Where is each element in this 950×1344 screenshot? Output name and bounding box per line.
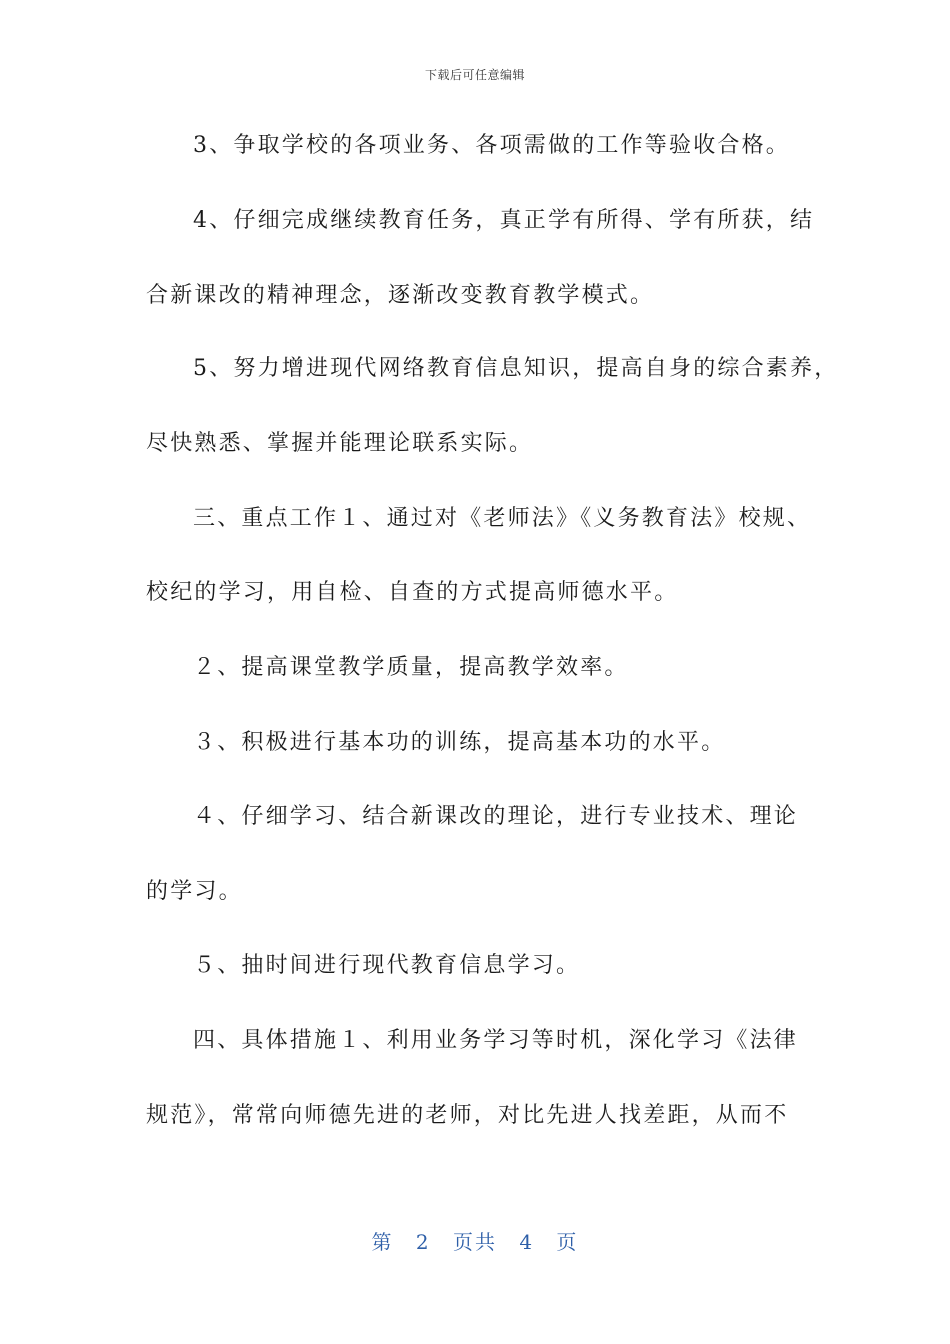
body-line: 四、具体措施１、利用业务学习等时机，深化学习《法律 (193, 1028, 799, 1053)
body-line: 的学习。 (146, 879, 243, 904)
body-line: ５、抽时间进行现代教育信息学习。 (193, 953, 581, 978)
body-line: 5、努力增进现代网络教育信息知识，提高自身的综合素养， (193, 356, 839, 381)
body-line: 3、争取学校的各项业务、各项需做的工作等验收合格。 (193, 133, 790, 158)
page-header-note: 下载后可任意编辑 (424, 68, 525, 82)
body-line: 尽快熟悉、掌握并能理论联系实际。 (146, 431, 534, 456)
body-line: 规范》，常常向师德先进的老师，对比先进人找差距，从而不 (146, 1103, 789, 1128)
body-line: 合新课改的精神理念，逐渐改变教育教学模式。 (146, 283, 655, 308)
body-line: 校纪的学习，用自检、自查的方式提高师德水平。 (146, 580, 679, 605)
page-number-footer: 第 2 页共 4 页 (371, 1230, 579, 1254)
body-line: 4、仔细完成继续教育任务，真正学有所得、学有所获，结 (193, 208, 815, 233)
body-line: ４、仔细学习、结合新课改的理论，进行专业技术、理论 (193, 804, 799, 829)
body-line: ３、积极进行基本功的训练，提高基本功的水平。 (193, 730, 726, 755)
body-line: ２、提高课堂教学质量，提高教学效率。 (193, 655, 629, 680)
body-line: 三、重点工作１、通过对《老师法》《义务教育法》校规、 (193, 506, 812, 531)
